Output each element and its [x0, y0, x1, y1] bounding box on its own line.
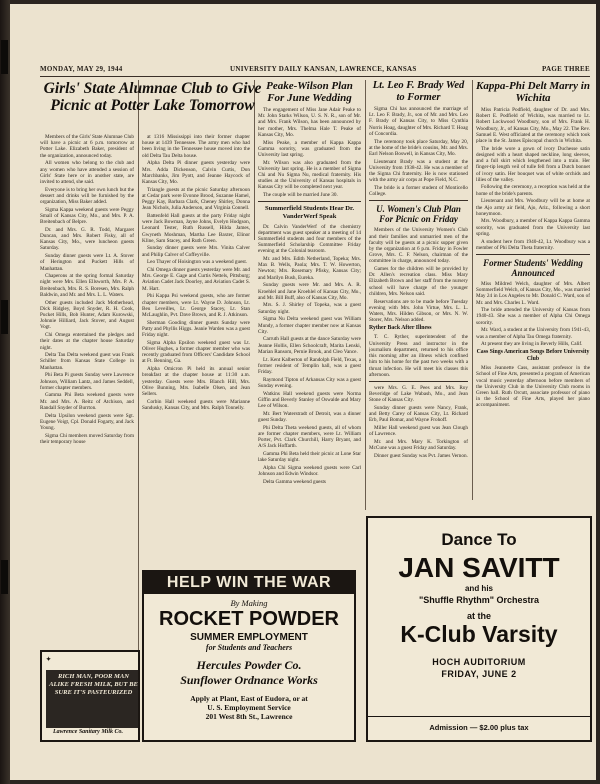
paragraph: T. C. Ryther, superintendent of the University Press and instructor in the journalism department, returned to his office this morning after an illness which confined him to his home for the past two weeks with a throat infection. He will meet his classes this afternoon. — [369, 334, 468, 378]
paragraph: The couple will be married June 30. — [263, 192, 338, 199]
paragraph: Carruth Hall guests at the dance Saturday were Jeanne Hollis, Ellen Schoolcraft, Marita Lenski, Marian Ransom, Pernie Brook, and Cleo Vance. — [258, 336, 361, 355]
paragraph: Mr. Bert Waterstradt of Detroit, was a dinner guest Sunday. — [258, 410, 361, 423]
milk-ad-mark: ✦ — [46, 657, 52, 663]
ad-jan-savitt-dance — [366, 516, 592, 742]
paragraph: A student here from 1940-42, Lt. Woodbury was a member of Phi Delta Theta fraternity. — [476, 238, 590, 251]
article-column-1 — [40, 134, 134, 534]
paragraph: Dr. and Mrs. G. R. Todd, Margaret Duncan, and Mrs. Robert Fisky, all of Kansas City, Mo., were luncheon guests Saturday. — [40, 226, 134, 252]
dance-ad-at-the: at the — [466, 611, 491, 621]
paragraph: Triangle guests at the picnic Saturday afternoon at Cedar park were Evonne Brood, Suzanne Hamel, Peggy Kay, Barbara Clark, Cheney Shirley, Donna Jean Nichols, Julia Anderson, and Virginia Connell. — [142, 186, 250, 212]
paragraph: Sigma Alpha Epsilon weekend guest was Lt. Oliver Hughes, a former chapter member who was recently graduated from Officers' Candidate School at Ft. Benning, Ga. — [142, 339, 250, 365]
rocket-ad-address: 201 West 8th St., Lawrence — [205, 712, 293, 721]
paragraph: Leo Thayer of Hoisington was a weekend guest. — [147, 259, 248, 266]
paragraph: Alpha Omicron Pi held its annual senior breakfast at the chapter house at 11:30 a.m. yesterday. Guests were Mrs. Blanch Hill, Mrs. Olive Bunning, Mrs. Isabelle Olsen, and Jean Sellers. — [142, 366, 250, 397]
ad-lawrence-sanitary-milk — [40, 650, 140, 742]
binding-edge — [0, 0, 10, 784]
paragraph: The bride wore a gown of ivory Duchesse satin designed with a heart shaped neckline, long sleeves, and a full skirt which lengthened into a train. Her finger-tip length veil of tulle fell from a Dutch bonnet of ivory satin. Her bouquet was of white orchids and lilies of the valley. — [476, 145, 590, 183]
paragraph: Watkins Hall weekend guests were Norma Giffin and Beverly Stanley of Oswalde and Mary Lee of Wilson. — [258, 390, 361, 410]
paragraph: Other guests included Jack Motherhead, Dick Ridgley, Boyd Snyder, R. H. Cook, Pucket Hills, Bob Hunter, Adam Kurowski, Johnnie Hilliard, Jack Stover, and August Vogt. — [40, 299, 134, 331]
dance-ad-venue: K-Club Varsity — [400, 621, 558, 647]
paragraph: Mr. and Mrs. Mary K. Torkington of McCune was a guest Friday and Saturday. — [369, 439, 468, 452]
paragraph: Gamma Phi Beta held their picnic at Lone Star lake Saturday night. — [258, 450, 361, 464]
paragraph: Phi Beta Pi guests Sunday were Lawrence Johnson, William Lantz, and James Seddell, former chapter members. — [40, 372, 134, 391]
headline-womens-club: U. Women's Club Plan For Picnic on Friday — [376, 204, 461, 225]
divider — [369, 200, 468, 201]
dance-ad-dance-to: Dance To — [441, 530, 517, 549]
paragraph: Games for the children will be provided by Dr. Allen's recreation class. Miss Mary Elizabeth Brown and her staff from the nursery school will have charge of the younger children, Mrs. Nelson said. — [369, 266, 468, 297]
paragraph: Lt. Kent Kalberton of Randolph Field, Texas, a former resident of Templin hall, was a guest Friday. — [258, 356, 361, 375]
paragraph: Delta Tau Delta weekend guest was Frank Schiller from Kansas State College in Manhattan. — [40, 352, 134, 371]
milk-ad-slogan: RICH MAN, POOR MAN ALIKE FRESH MILK, BUT BE SURE IT'S PASTEURIZED — [49, 673, 138, 696]
rocket-ad-by-making: By Making — [230, 598, 268, 608]
paragraph: Delta Gamma weekend guests — [263, 478, 326, 485]
paragraph: Lieutenant Brady was a student at the University from 1938-42. He was a member of the Sigma Chi fraternity. He is now stationed with the army air corps at Pope Field, N.C. — [369, 158, 468, 184]
headline-summerfield: Summerfield Students Hear Dr. VanderWerf Speak — [264, 205, 354, 220]
paragraph: Delta Upsilon weekend guests were Sgt. Eugene Voigt, Cpl. Donald Fogarty, and Jack Young. — [40, 412, 134, 431]
rocket-ad-office: U. S. Employment Service — [207, 703, 291, 712]
milk-ad-photo — [46, 670, 140, 728]
masthead-page-number: PAGE THREE — [541, 65, 590, 73]
paragraph: at 1316 Mississippi into their former chapter house at 1439 Tennessee. The army men who had been living in the Tennessee house moved into the old Delta Tau Delta house. — [142, 134, 250, 159]
rocket-ad-product: ROCKET POWDER — [159, 608, 339, 630]
paragraph: Everyone is to bring her own lunch but the dessert and drinks will be furnished by the organization, Miss Baker added. — [40, 186, 134, 206]
headline-cass-sings: Cass Sings American Songs Before University Club — [476, 349, 590, 362]
paragraph: All women who belong to the club and any women who have attended a session of Girls' State here or in another state, are invited to attend, she said. — [40, 160, 134, 185]
dance-ad-bandleader: JAN SAVITT — [398, 552, 560, 583]
paragraph: Chi Omega entertained the pledges and their dates at the chapter house Saturday night. — [40, 332, 134, 351]
paragraph: Following the ceremony, a reception was held at the home of the bride's parents. — [476, 184, 590, 197]
dance-ad-date: FRIDAY, JUNE 2 — [441, 669, 517, 679]
paragraph: Gamma Phi Beta weekend guests were Mr. and Mrs. A. Reitz of Atchison, and Randall Snyder of Burrton. — [40, 392, 134, 411]
paragraph: Mr. Wilson was also graduated from the University last spring. He is a member of Sigma Chi and Nu Sigma Nu, medical fraternity. His studies at the University of Kansas hospitals in Kansas City will be completed next year. — [258, 159, 361, 191]
masthead-paper-name: UNIVERSITY DAILY KANSAN, LAWRENCE, KANSAS — [230, 65, 417, 73]
paragraph: Sunday dinner guests were Nancy, Frank, and Betty Carey of Kansas City, Lt. Richard Erb, Paul Bomar, and Wayne Frohoff. — [369, 405, 468, 424]
binding-tab — [1, 300, 8, 334]
paragraph: Reservations are to be made before Tuesday evening with Mrs. John Virtue, Mrs. L. L. Waters, Mrs. Hilden Gibson, or Mrs. N. W. Storer, Mrs. Nelson added. — [369, 298, 468, 324]
paragraph: Battenfeld Hall guests at the party Friday night were Jack Bowman, Jayne Johns, Evelyn Hodgson, Leonard Tester, Ruth Russell, Hilda James, Gwyneth Moshman, Martha Lee Baxter, Elinor Kline, Sam Stacey, and Ruth Green. — [142, 212, 250, 244]
binding-tab — [1, 40, 8, 74]
paragraph: Members of the University Women's Club and their families and unmarried men of the faculty will be guests at a picnic supper given by the organization at 6 p.m. Friday in Fowler Grove, Mrs. C. F. Nelson, chairman of the committee in charge, announced today. — [369, 227, 468, 265]
milk-ad-company: Lawrence Sanitary Milk Co. — [52, 729, 123, 735]
paragraph: The bride is a former student of Monticello College. — [369, 184, 468, 198]
paragraph: Miss Patricia Podfield, daughter of Dr. and Mrs. Robert E. Podfield of Wichita, was married to Lt. Robert Lockwood Woodbury, son of Mrs. Frank H. Woodbury, Jr., of Kansas City, Mo., May 22. The Rev. Samuel E. West officiated at the ceremony which took place in the St. James Episcopal church in Wichita. — [476, 107, 590, 145]
paragraph: were Mrs. G. E. Pees and Mrs. Roy Beveridge of Lake Wabash, Mo., and Jean Stone of Kansas City. — [369, 384, 468, 404]
headline-block — [40, 80, 265, 132]
paragraph: Members of the Girls' State Alumnae Club will have a picnic at 6 p.m. tomorrow at Potter Lake. Elizabeth Baker, president of the organization, announced today. — [40, 134, 134, 159]
rocket-ad-apply: Apply at Plant, East of Eudora, or at — [190, 694, 308, 703]
article-column-2 — [142, 134, 250, 568]
paragraph: Mr. and Mrs. Edith Netherland, Topeka; Mrs. Max B. Wells, Paola; Mrs. T. W. Howerton, Newton; Mrs. Rosemary Pfisky, Kansas City; and Marilyn Bush, Eureka. — [258, 256, 361, 281]
paragraph: Sigma Chi members moved Saturday from their temporary house — [40, 432, 134, 445]
headline-brady-wedding: Lt. Leo F. Brady Wed to Former — [372, 80, 465, 103]
paragraph: Alpha Delta Pi dinner guests yesterday were Mrs. Adda Dickenson, Calvin Curtis, Don Marchbanks, Jim Pyott, and Jeanne Haycock of Kansas City, Mo. — [142, 160, 250, 185]
paragraph: Dr. Calvin VanderWerf of the chemistry department was guest speaker at a meeting of 14 Summerfield students and four members of the Summerfield Scholarship Committee Friday evening at the Colonial tearoom. — [258, 223, 361, 255]
paragraph: Miss Mildred Welch, daughter of Mrs. Albert Sommerfield Welch, of Kansas City, Mo., was married May 24 in Los Angeles to Mr. Donald C. Ward, son of Mr. and Mrs. Charles L. Ward. — [476, 280, 590, 306]
article-column-5 — [476, 80, 590, 502]
paragraph: Mrs. S. J. Shirley of Topeka, was a guest Saturday night. — [258, 302, 361, 315]
paragraph: Phi Kappa Psi weekend guests, who are former chapter members, were Lt. Wayne D. Johnson, Lt. Beu Leveilles, Lt. George Stacey, Lt. Stan McLaughlin, Pvt. Dave Brown, and R. J. Atkinson. — [142, 293, 250, 318]
divider — [369, 381, 468, 382]
headline-alumnae-picnic: Girls' State Alumnae Club to Give Picnic at Potter Lake Tomorrow — [43, 80, 262, 114]
paragraph: Miss Jeannette Cass, assistant professor in the School of Fine Arts, presented a program of American vocal music yesterday afternoon before members of the University Club in the University Club rooms in Green hall. Ruth Orcutt, associate professor of piano in the School of Fine Arts, played her piano accompaniment. — [476, 365, 590, 409]
dance-ad-location: HOCH AUDITORIUM — [432, 657, 526, 667]
divider — [258, 201, 361, 202]
rocket-ad-summer-employment: SUMMER EMPLOYMENT — [190, 632, 308, 643]
newspaper-page — [10, 4, 596, 780]
rocket-ad-headline: HELP WIN THE WAR — [144, 572, 354, 594]
headline-ryther: Ryther Back After Illness — [369, 324, 432, 331]
headline-peake-wilson: Peake-Wilson Plan For June Wedding — [266, 80, 353, 104]
paragraph: Sunday guests were Mr. and Mrs. A. R. Kroehlel and Jane Kroehlel of Kansas City, Mo., and Mr. Bill Buff, also of Kansas City, Mo. — [258, 282, 361, 301]
masthead-date: MONDAY, MAY 29, 1944 — [40, 65, 123, 73]
paragraph: Alpha Chi Sigma weekend guests were Carl Johnson and Edwin Windsor. — [258, 464, 361, 478]
paragraph: Sigma Chi has announced the marriage of Lt. Leo F. Brady, Jr., son of Mr. and Mrs. Leo F. Brady of Kansas City, to Miss Cynthia Norris Hoag, daughter of Mrs. Richard T. Hoag of Concordia. — [369, 106, 468, 137]
paragraph: Sunday dinner guests were Mrs. Vinita Calver and Philip Calver of Coffeyville. — [142, 245, 250, 258]
paragraph: Chi Omega dinner guests yesterday were Mr. and Mrs. George E. Gage and Curtis Nettels, Pittsburg; Aviation Cadet Jack Doorley, and Aviation Cadet S. M. Hart. — [142, 267, 250, 292]
column-rule — [365, 80, 366, 510]
column-rule — [138, 80, 139, 740]
headline-former-students: Former Students' Wedding Announced — [483, 257, 583, 278]
paragraph: Miller Hall weekend guest was Jean Clough of Lawrence. — [369, 425, 468, 438]
paragraph: Miss Peake, a member of Kappa Kappa Gamma sorority, was graduated from the University last spring. — [258, 139, 361, 158]
dance-ad-orchestra: "Shuffle Rhythm" Orchestra — [418, 595, 540, 605]
divider — [476, 254, 590, 255]
paragraph: The engagement of Miss Jane Adair Peake to Mr. John Starks Wilson, U. S. N. R., son of Mr. and Mrs. Frank Wilson, has been announced by her mother, Mrs. Thelma Hale T. Peake of Kansas City, Mo. — [258, 107, 361, 138]
paragraph: The bride attended the University of Kansas from 1940-43. She was a member of Alpha Chi Omega sorority. — [476, 307, 590, 326]
paragraph: Lieutenant and Mrs. Woodbury will be at home at the Ajo army air field, Ajo, Ariz., following a short honeymoon. — [476, 198, 590, 217]
paragraph: Sigma Nu Delta weekend guest was William Mundy, a former chapter member now at Kansas City. — [258, 316, 361, 335]
article-column-4 — [369, 80, 468, 512]
ad-rocket-powder — [142, 570, 356, 742]
paragraph: The ceremony took place Saturday, May 20, at the home of the bride's cousins, Mr. and Mrs. Earl Nelson Boswell, in Kansas City, Mo. — [369, 138, 468, 157]
paragraph: Dinner guest Sunday was Pvt. James Vernon. — [374, 452, 468, 459]
paragraph: Sunday dinner guests were Lt. A. Stover of Herington and Puckett Hills of Manhattan. — [40, 253, 134, 272]
paragraph: Phi Delta Theta weekend guests, all of whom are former chapter members, were Lt. William Porter, Pvt. Clark Churchill, Harry Bryant, and A/S Jack Hoffarth. — [258, 424, 361, 450]
masthead — [40, 62, 590, 77]
dance-ad-admission: Admission — $2.00 plus tax — [368, 716, 590, 732]
article-column-3 — [258, 80, 361, 560]
rocket-ad-works: Sunflower Ordnance Works — [180, 673, 318, 687]
paragraph: Mr. Ward, a student at the University from 1941-43, was a member of Alpha Tau Omega fraternity. — [476, 327, 590, 340]
paragraph: Mrs. Woodbury, a member of Kappa Kappa Gamma sorority, was graduated from the University last spring. — [476, 218, 590, 237]
paragraph: At present they are living in Beverly Hills, Calif. — [481, 341, 583, 348]
paragraph: Sherman Gooding dinner guests Sunday were Patty and Phyllis Higgs. Jeanie Warden was a guest Friday night. — [142, 319, 250, 339]
headline-kappa-phi-delt: Kappa-Phi Delt Marry in Wichita — [476, 80, 590, 104]
rocket-ad-for-whom: for Students and Teachers — [205, 643, 293, 652]
paragraph: Corbin Hall weekend guests were Marianne Sandusky, Kansas City, and Mrs. Ralph Tonnelly. — [142, 398, 250, 411]
paragraph: Raymond Tipton of Arkansas City was a guest Sunday evening. — [258, 376, 361, 389]
rocket-ad-company: Hercules Powder Co. — [196, 658, 302, 672]
paragraph: Sigma Kappa weekend guests were Peggy Small of Kansas City, Mo., and Mrs. P. A. Breitenbach of Belpre. — [40, 206, 134, 226]
dance-ad-and-his: and his — [464, 584, 493, 593]
paragraph: Chaperons at the spring formal Saturday night were Mrs. Ellen Ellsworth, Mrs. P. A. Breitenbach, Mrs. R. S. Boresen, Mrs. Ralph Baldwin, and Mr. and Mrs. L. L. Waters. — [40, 273, 134, 298]
column-rule — [472, 80, 473, 500]
binding-tab — [1, 560, 8, 594]
